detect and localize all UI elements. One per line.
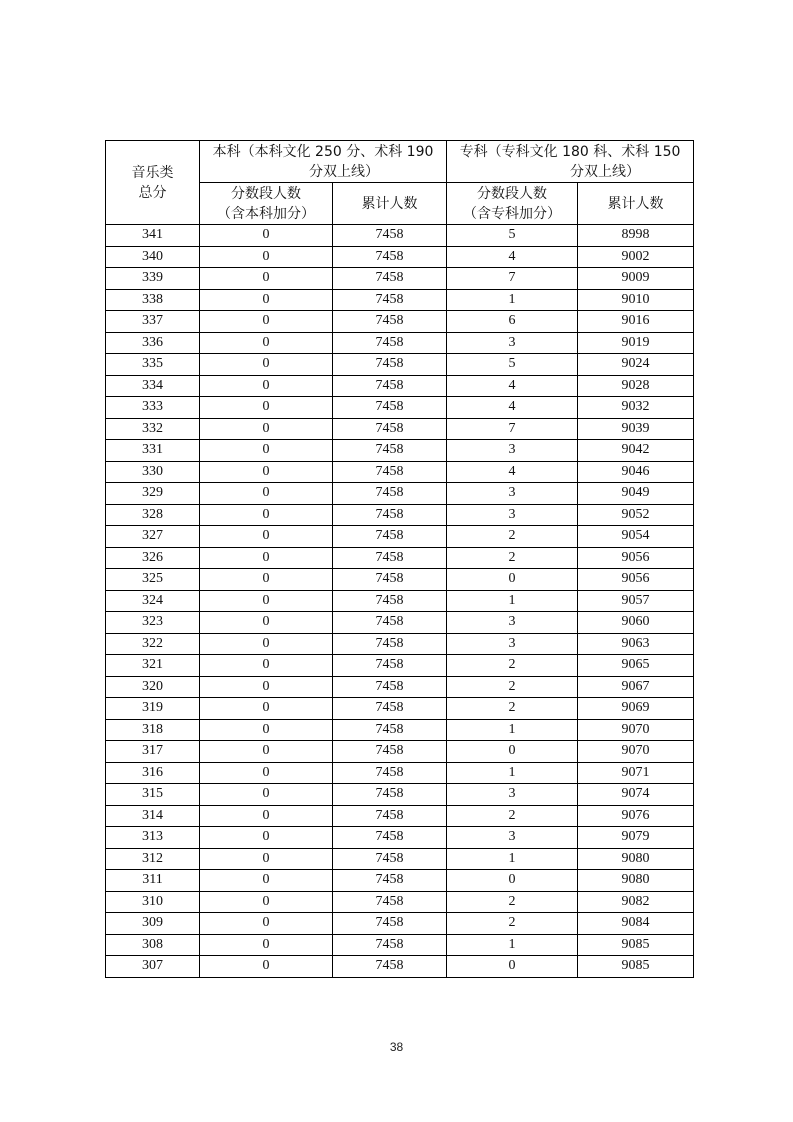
junior-college-count-cell: 1 [447, 289, 578, 311]
junior-college-count-cell: 2 [447, 805, 578, 827]
undergraduate-count-cell: 0 [200, 870, 333, 892]
undergraduate-count-cell: 0 [200, 741, 333, 763]
undergraduate-cumulative-cell: 7458 [333, 612, 447, 634]
junior-college-cumulative-cell: 9042 [578, 440, 694, 462]
undergraduate-count-cell: 0 [200, 655, 333, 677]
score-cell: 335 [106, 354, 200, 376]
undergraduate-count-cell: 0 [200, 956, 333, 978]
undergraduate-cumulative-cell: 7458 [333, 633, 447, 655]
undergraduate-count-cell: 0 [200, 827, 333, 849]
undergraduate-count-cell: 0 [200, 311, 333, 333]
undergraduate-cumulative-cell: 7458 [333, 246, 447, 268]
junior-college-count-cell: 0 [447, 870, 578, 892]
undergraduate-cumulative-cell: 7458 [333, 698, 447, 720]
score-cell: 316 [106, 762, 200, 784]
score-cell: 332 [106, 418, 200, 440]
score-cell: 323 [106, 612, 200, 634]
junior-college-cumulative-cell: 9028 [578, 375, 694, 397]
junior-college-count-cell: 2 [447, 676, 578, 698]
undergraduate-cumulative-cell: 7458 [333, 375, 447, 397]
undergraduate-cumulative-cell: 7458 [333, 440, 447, 462]
table-row [106, 569, 694, 591]
junior-college-header-line: 专科（专科文化 180 科、术科 150 [459, 143, 681, 160]
table-row [106, 848, 694, 870]
score-cell: 329 [106, 483, 200, 505]
junior-college-cumulative-cell: 9085 [578, 934, 694, 956]
junior-college-count-cell: 2 [447, 891, 578, 913]
undergraduate-count-cell: 0 [200, 268, 333, 290]
header-row-groups [106, 141, 694, 183]
score-cell: 312 [106, 848, 200, 870]
junior-college-cumulative-cell: 9010 [578, 289, 694, 311]
undergraduate-count-cell: 0 [200, 375, 333, 397]
undergraduate-count-cell: 0 [200, 633, 333, 655]
undergraduate-count-cell: 0 [200, 848, 333, 870]
junior-college-cumulative-cell: 9046 [578, 461, 694, 483]
score-cell: 322 [106, 633, 200, 655]
undergraduate-cumulative-cell: 7458 [333, 332, 447, 354]
table-row [106, 805, 694, 827]
junior-college-cumulative-cell: 9009 [578, 268, 694, 290]
table-row [106, 354, 694, 376]
junior-college-cumulative-cell: 9067 [578, 676, 694, 698]
junior-college-cumulative-header: 累计人数 [578, 183, 694, 225]
table-row [106, 418, 694, 440]
junior-college-cumulative-cell: 9019 [578, 332, 694, 354]
score-cell: 331 [106, 440, 200, 462]
undergraduate-cumulative-cell: 7458 [333, 805, 447, 827]
table-row [106, 913, 694, 935]
score-cell: 318 [106, 719, 200, 741]
undergraduate-cumulative-cell: 7458 [333, 891, 447, 913]
junior-college-count-cell: 3 [447, 633, 578, 655]
score-cell: 314 [106, 805, 200, 827]
undergraduate-cumulative-cell: 7458 [333, 289, 447, 311]
junior-college-cumulative-cell: 9039 [578, 418, 694, 440]
total-score-header-line: 总分 [138, 184, 167, 201]
junior-college-count-cell: 4 [447, 246, 578, 268]
undergraduate-cumulative-cell: 7458 [333, 225, 447, 247]
score-cell: 310 [106, 891, 200, 913]
junior-college-count-cell: 3 [447, 504, 578, 526]
score-cell: 319 [106, 698, 200, 720]
undergraduate-count-cell: 0 [200, 332, 333, 354]
table-row [106, 762, 694, 784]
junior-college-cumulative-cell: 9049 [578, 483, 694, 505]
junior-college-cumulative-cell: 9057 [578, 590, 694, 612]
junior-college-header-line: 分双上线） [570, 163, 641, 180]
junior-college-cumulative-cell: 9016 [578, 311, 694, 333]
score-cell: 326 [106, 547, 200, 569]
undergraduate-cumulative-cell: 7458 [333, 268, 447, 290]
junior-college-count-header-line: （含专科加分） [463, 205, 562, 222]
junior-college-count-cell: 5 [447, 225, 578, 247]
junior-college-count-cell: 0 [447, 741, 578, 763]
junior-college-count-cell: 0 [447, 956, 578, 978]
undergraduate-cumulative-cell: 7458 [333, 784, 447, 806]
undergraduate-count-cell: 0 [200, 289, 333, 311]
score-cell: 317 [106, 741, 200, 763]
score-cell: 309 [106, 913, 200, 935]
table-row [106, 698, 694, 720]
undergraduate-cumulative-cell: 7458 [333, 762, 447, 784]
table-row [106, 590, 694, 612]
junior-college-cumulative-cell: 9052 [578, 504, 694, 526]
score-cell: 315 [106, 784, 200, 806]
score-cell: 333 [106, 397, 200, 419]
undergraduate-cumulative-cell: 7458 [333, 741, 447, 763]
total-score-header-line: 音乐类 [131, 164, 174, 181]
undergraduate-count-cell: 0 [200, 590, 333, 612]
table-row [106, 719, 694, 741]
table-row [106, 784, 694, 806]
undergraduate-cumulative-header: 累计人数 [333, 183, 447, 225]
table-row [106, 483, 694, 505]
undergraduate-cumulative-cell: 7458 [333, 719, 447, 741]
junior-college-cumulative-cell: 9069 [578, 698, 694, 720]
undergraduate-count-cell: 0 [200, 397, 333, 419]
score-cell: 330 [106, 461, 200, 483]
undergraduate-count-cell: 0 [200, 547, 333, 569]
score-cell: 340 [106, 246, 200, 268]
table-row [106, 612, 694, 634]
table-row [106, 246, 694, 268]
table-header [106, 141, 694, 225]
junior-college-cumulative-cell: 9032 [578, 397, 694, 419]
table-row [106, 870, 694, 892]
junior-college-count-cell: 5 [447, 354, 578, 376]
junior-college-count-cell: 3 [447, 332, 578, 354]
junior-college-cumulative-cell: 8998 [578, 225, 694, 247]
junior-college-count-cell: 7 [447, 268, 578, 290]
undergraduate-cumulative-cell: 7458 [333, 590, 447, 612]
junior-college-count-cell: 4 [447, 397, 578, 419]
undergraduate-cumulative-cell: 7458 [333, 913, 447, 935]
table-row [106, 827, 694, 849]
table-row [106, 440, 694, 462]
junior-college-cumulative-cell: 9070 [578, 719, 694, 741]
score-cell: 327 [106, 526, 200, 548]
junior-college-group-header [447, 141, 694, 183]
undergraduate-cumulative-cell: 7458 [333, 311, 447, 333]
junior-college-count-cell: 7 [447, 418, 578, 440]
undergraduate-count-header [200, 183, 333, 225]
table-row [106, 891, 694, 913]
junior-college-count-cell: 3 [447, 612, 578, 634]
undergraduate-count-cell: 0 [200, 891, 333, 913]
undergraduate-count-cell: 0 [200, 225, 333, 247]
page-number: 38 [389, 1040, 404, 1054]
junior-college-cumulative-cell: 9085 [578, 956, 694, 978]
junior-college-count-cell: 1 [447, 719, 578, 741]
undergraduate-cumulative-cell: 7458 [333, 483, 447, 505]
table-row [106, 956, 694, 978]
undergraduate-cumulative-cell: 7458 [333, 827, 447, 849]
undergraduate-cumulative-cell: 7458 [333, 956, 447, 978]
junior-college-count-cell: 3 [447, 827, 578, 849]
junior-college-cumulative-cell: 9074 [578, 784, 694, 806]
undergraduate-count-cell: 0 [200, 676, 333, 698]
junior-college-cumulative-cell: 9080 [578, 870, 694, 892]
undergraduate-count-cell: 0 [200, 461, 333, 483]
undergraduate-count-cell: 0 [200, 418, 333, 440]
table-row [106, 311, 694, 333]
junior-college-cumulative-cell: 9082 [578, 891, 694, 913]
score-cell: 307 [106, 956, 200, 978]
junior-college-cumulative-cell: 9002 [578, 246, 694, 268]
score-cell: 311 [106, 870, 200, 892]
total-score-header [106, 141, 200, 225]
junior-college-count-cell: 1 [447, 762, 578, 784]
table-row [106, 289, 694, 311]
table-row [106, 547, 694, 569]
undergraduate-cumulative-cell: 7458 [333, 418, 447, 440]
junior-college-count-header [447, 183, 578, 225]
junior-college-cumulative-cell: 9054 [578, 526, 694, 548]
score-cell: 313 [106, 827, 200, 849]
undergraduate-count-cell: 0 [200, 698, 333, 720]
junior-college-count-cell: 1 [447, 590, 578, 612]
undergraduate-cumulative-cell: 7458 [333, 655, 447, 677]
table-row [106, 676, 694, 698]
junior-college-count-cell: 2 [447, 547, 578, 569]
undergraduate-count-cell: 0 [200, 526, 333, 548]
undergraduate-count-cell: 0 [200, 913, 333, 935]
undergraduate-count-header-line: 分数段人数 [231, 185, 301, 202]
junior-college-cumulative-cell: 9080 [578, 848, 694, 870]
junior-college-cumulative-cell: 9065 [578, 655, 694, 677]
undergraduate-group-header [200, 141, 447, 183]
junior-college-count-cell: 2 [447, 913, 578, 935]
table-row [106, 526, 694, 548]
junior-college-count-cell: 2 [447, 655, 578, 677]
junior-college-cumulative-cell: 9071 [578, 762, 694, 784]
undergraduate-count-cell: 0 [200, 354, 333, 376]
score-distribution-table [105, 140, 694, 978]
junior-college-cumulative-cell: 9084 [578, 913, 694, 935]
table-row [106, 397, 694, 419]
junior-college-count-cell: 3 [447, 784, 578, 806]
undergraduate-count-cell: 0 [200, 440, 333, 462]
junior-college-count-cell: 2 [447, 526, 578, 548]
junior-college-cumulative-cell: 9056 [578, 569, 694, 591]
junior-college-count-cell: 3 [447, 440, 578, 462]
undergraduate-count-cell: 0 [200, 504, 333, 526]
table-row [106, 268, 694, 290]
undergraduate-count-cell: 0 [200, 719, 333, 741]
score-cell: 328 [106, 504, 200, 526]
junior-college-cumulative-cell: 9070 [578, 741, 694, 763]
score-cell: 308 [106, 934, 200, 956]
junior-college-count-cell: 0 [447, 569, 578, 591]
table-row [106, 375, 694, 397]
junior-college-count-header-line: 分数段人数 [477, 185, 548, 202]
undergraduate-count-cell: 0 [200, 246, 333, 268]
undergraduate-count-header-line: （含本科加分） [217, 205, 315, 222]
table-row [106, 741, 694, 763]
junior-college-count-cell: 3 [447, 483, 578, 505]
table-row [106, 655, 694, 677]
score-cell: 336 [106, 332, 200, 354]
table-body [106, 225, 694, 978]
undergraduate-count-cell: 0 [200, 483, 333, 505]
score-cell: 325 [106, 569, 200, 591]
table-row [106, 332, 694, 354]
undergraduate-cumulative-cell: 7458 [333, 569, 447, 591]
undergraduate-cumulative-cell: 7458 [333, 354, 447, 376]
score-cell: 334 [106, 375, 200, 397]
undergraduate-cumulative-cell: 7458 [333, 461, 447, 483]
undergraduate-cumulative-cell: 7458 [333, 676, 447, 698]
junior-college-cumulative-cell: 9079 [578, 827, 694, 849]
junior-college-count-cell: 4 [447, 461, 578, 483]
undergraduate-header-line: 分双上线） [309, 163, 379, 180]
junior-college-count-cell: 2 [447, 698, 578, 720]
undergraduate-header-line: 本科（本科文化 250 分、术科 190 [212, 143, 434, 160]
score-cell: 320 [106, 676, 200, 698]
undergraduate-cumulative-cell: 7458 [333, 397, 447, 419]
score-cell: 337 [106, 311, 200, 333]
junior-college-cumulative-cell: 9063 [578, 633, 694, 655]
table-row [106, 504, 694, 526]
table-row [106, 225, 694, 247]
score-cell: 338 [106, 289, 200, 311]
junior-college-cumulative-cell: 9056 [578, 547, 694, 569]
score-cell: 341 [106, 225, 200, 247]
undergraduate-cumulative-cell: 7458 [333, 504, 447, 526]
score-cell: 324 [106, 590, 200, 612]
undergraduate-count-cell: 0 [200, 762, 333, 784]
undergraduate-cumulative-cell: 7458 [333, 547, 447, 569]
junior-college-count-cell: 1 [447, 934, 578, 956]
undergraduate-cumulative-cell: 7458 [333, 934, 447, 956]
junior-college-cumulative-cell: 9076 [578, 805, 694, 827]
junior-college-count-cell: 1 [447, 848, 578, 870]
junior-college-cumulative-cell: 9024 [578, 354, 694, 376]
undergraduate-cumulative-cell: 7458 [333, 870, 447, 892]
score-cell: 339 [106, 268, 200, 290]
table-row [106, 934, 694, 956]
undergraduate-count-cell: 0 [200, 569, 333, 591]
undergraduate-cumulative-cell: 7458 [333, 526, 447, 548]
junior-college-count-cell: 6 [447, 311, 578, 333]
table-row [106, 633, 694, 655]
undergraduate-count-cell: 0 [200, 805, 333, 827]
undergraduate-cumulative-cell: 7458 [333, 848, 447, 870]
score-cell: 321 [106, 655, 200, 677]
undergraduate-count-cell: 0 [200, 612, 333, 634]
undergraduate-count-cell: 0 [200, 784, 333, 806]
junior-college-count-cell: 4 [447, 375, 578, 397]
undergraduate-count-cell: 0 [200, 934, 333, 956]
junior-college-cumulative-cell: 9060 [578, 612, 694, 634]
table-row [106, 461, 694, 483]
